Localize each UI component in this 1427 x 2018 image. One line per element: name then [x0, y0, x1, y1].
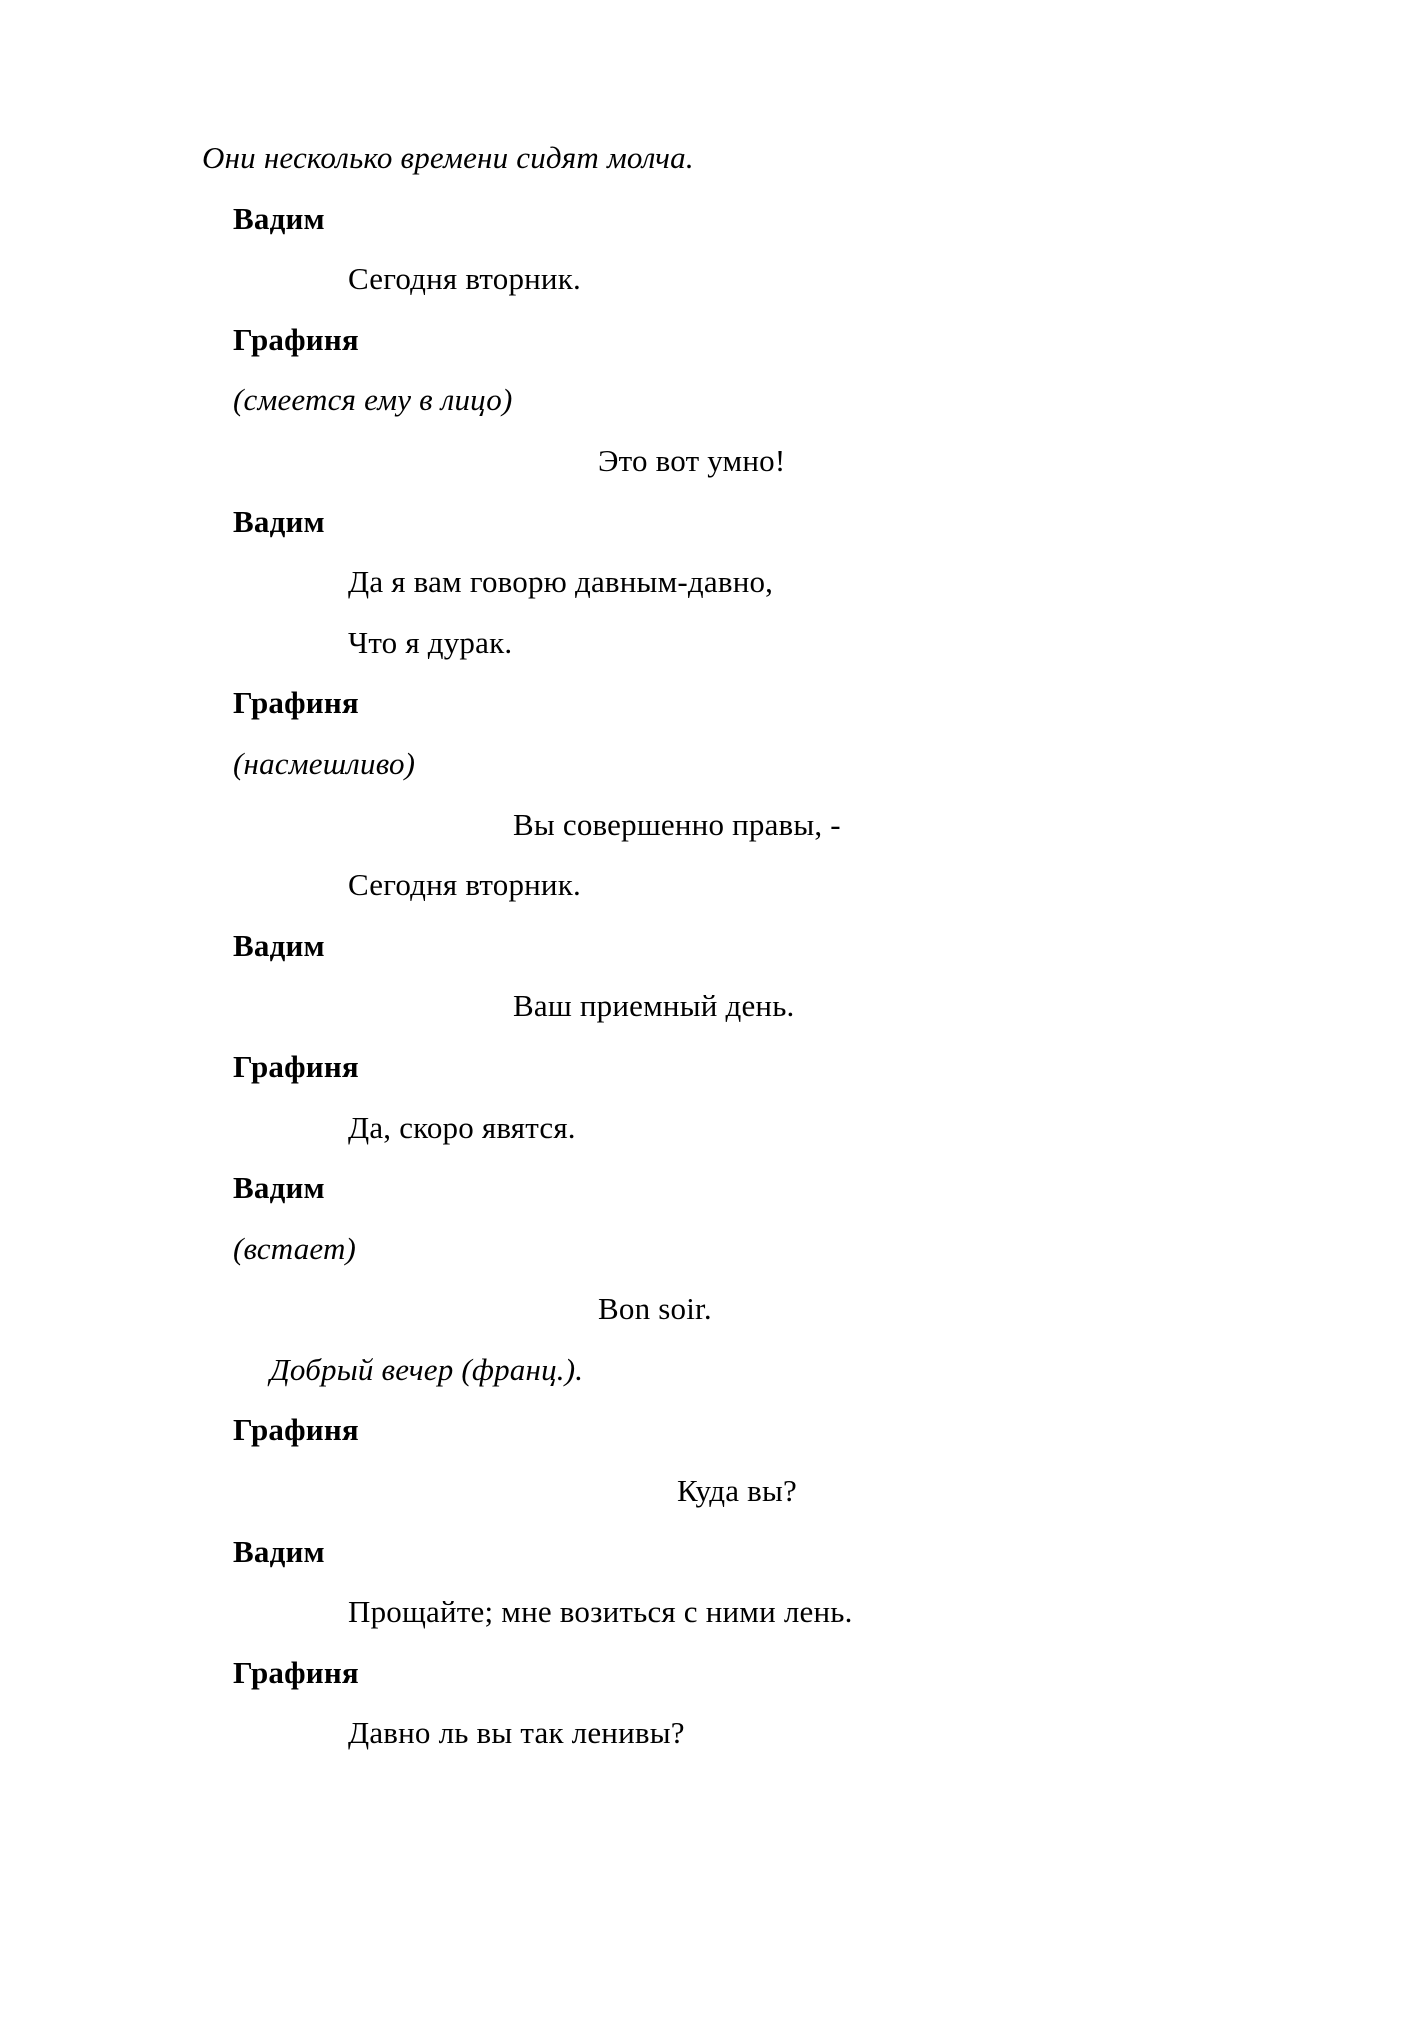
character-name: Графиня: [233, 685, 359, 721]
character-name: Вадим: [233, 1533, 325, 1569]
character-name: Графиня: [233, 1048, 359, 1084]
dialogue-line: Да я вам говорю давным-давно,: [348, 564, 774, 600]
stage-direction: (смеется ему в лицо): [233, 382, 513, 418]
play-script-text: [0, 128, 1427, 1764]
dialogue-line: Что я дурак.: [348, 624, 513, 660]
translation-note: Добрый вечер (франц.).: [270, 1351, 584, 1387]
character-name: Вадим: [233, 200, 325, 236]
dialogue-line: Куда вы?: [677, 1473, 797, 1509]
character-name: Графиня: [233, 321, 359, 357]
character-name: Графиня: [233, 1412, 359, 1448]
character-name: Графиня: [233, 1654, 359, 1690]
dialogue-line: Bon soir.: [598, 1291, 712, 1327]
stage-direction: Они несколько времени сидят молча.: [202, 140, 694, 175]
dialogue-line: Ваш приемный день.: [513, 988, 795, 1024]
dialogue-line: Да, скоро явятся.: [348, 1109, 576, 1145]
character-name: Вадим: [233, 503, 325, 539]
stage-direction: (встает): [233, 1230, 357, 1266]
dialogue-line: Давно ль вы так ленивы?: [348, 1715, 685, 1751]
character-name: Вадим: [233, 1170, 325, 1206]
dialogue-line: Сегодня вторник.: [348, 261, 581, 297]
dialogue-line: Это вот умно!: [598, 442, 786, 478]
character-name: Вадим: [233, 927, 325, 963]
dialogue-line: Прощайте; мне возиться с ними лень.: [348, 1594, 853, 1630]
dialogue-line: Сегодня вторник.: [348, 867, 581, 903]
dialogue-line: Вы совершенно правы, -: [513, 806, 841, 842]
stage-direction: (насмешливо): [233, 745, 416, 781]
